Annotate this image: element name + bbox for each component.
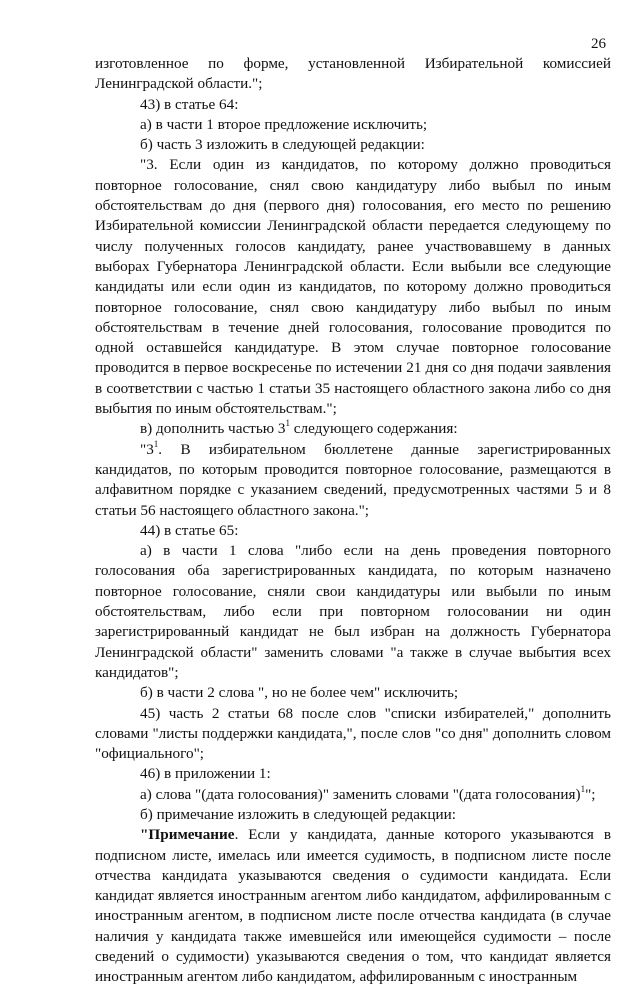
note-heading: "Примечание (140, 826, 235, 844)
item-46: 46) в приложении 1: (140, 765, 271, 783)
document-body (95, 54, 611, 988)
article-64-part-3-1-text: "$3^1$. В избирательном бюллетене данные зарегистрированных кандидатов, по которым проводится повторное голосование, размещаются в алфавитном порядке с указанием сведений, предусмотренных частями 5 и 8 статьи 56 настоящего областного закона."; (95, 438, 611, 519)
item-43: 43) в статье 64: (140, 95, 239, 113)
item-46-a: а) слова "(дата голосования)" заменить словами "(дата голосования)$^1$"; (140, 783, 596, 803)
item-43-v: в) дополнить частью $3^1$ следующего содержания: (140, 418, 458, 438)
page-number: 26 (591, 36, 606, 52)
item-44-a: а) в части 1 слова "либо если на день проведения повторного голосования оба зарегистрированных кандидата, по которым назначено повторное голосование, сняли свои кандидатуры или выбыли по иным обстоятельствам, либо если при повторном голосовании ни один зарегистрированный кандидат не был избран на должность Губернатора Ленинградской области" заменить словами "а также в случае выбытия всех кандидатов"; (95, 542, 611, 681)
paragraph-continuation: изготовленное по форме, установленной Избирательной комиссией Ленинградской области."; (95, 55, 611, 93)
item-44-b: б) в части 2 слова ", но не более чем" исключить; (140, 684, 459, 702)
item-43-a: а) в части 1 второе предложение исключить; (140, 115, 428, 133)
article-64-part-3-text: "3. Если один из кандидатов, по которому должно проводиться повторное голосование, снял свою кандидатуру либо выбыл по иным обстоятельствам до дня (первого дня) голосования, его место по решению Избирательной комиссии Ленинградской области передается следующему по числу полученных голосов кандидату, ранее участвовавшему в данных выборах Губернатора Ленинградской области. Если выбыли все следующие кандидаты или если один из кандидатов, по которому должно проводиться повторное голосование, снял свою кандидатуру либо выбыл по иным обстоятельствам в течение дней голосования, голосование проводится по одной оставшейся кандидатуре. В этом случае повторное голосование проводится в первое воскресенье по истечении 21 дня со дня подачи заявления в соответствии с частью 1 статьи 35 настоящего областного закона либо со дня выбытия по иным обстоятельствам."; (95, 156, 611, 418)
item-45: 45) часть 2 статьи 68 после слов "списки избирателей," дополнить словами "листы поддержки кандидата,", после слов "со дня" дополнить словом "официального"; (95, 704, 611, 763)
item-46-b: б) примечание изложить в следующей редакции: (140, 805, 456, 823)
item-44: 44) в статье 65: (140, 521, 239, 539)
item-43-b: б) часть 3 изложить в следующей редакции: (140, 136, 425, 154)
note-text: "Примечание. Если у кандидата, данные которого указываются в подписном листе, имелась или имеется судимость, в подписном листе после отчества кандидата указываются сведения о судимости кандидата. Если кандидат является иностранным агентом либо кандидатом, аффилированным с иностранным агентом, в подписном листе после отчества кандидата (в случае наличия у кандидата также имевшейся или имеющейся судимости – после сведений о судимости) указываются сведения о том, что кандидат является иностранным агентом либо кандидатом, аффилированным с иностранным (95, 826, 611, 986)
